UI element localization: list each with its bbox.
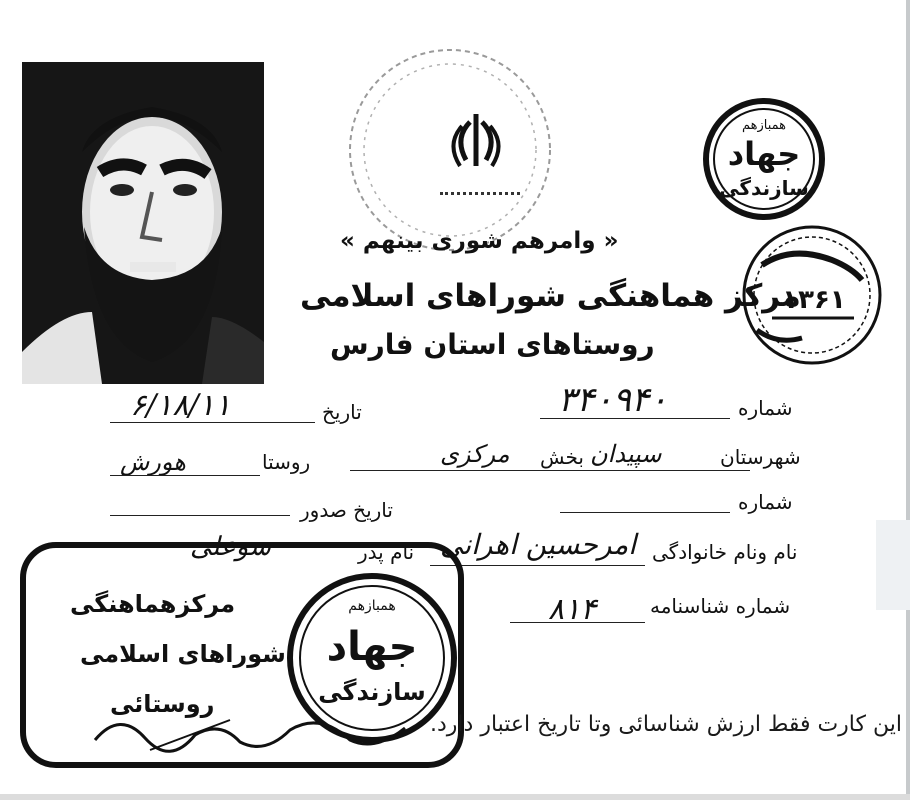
signature — [90, 700, 410, 760]
father-label: نام پدر — [358, 540, 415, 564]
org-line2: روستاهای استان فارس — [330, 328, 655, 361]
id-number-value: ۸۱۴ — [548, 592, 597, 627]
org-line1: مرکز هماهنگی شوراهای اسلامی — [300, 278, 801, 314]
date-label: تاریخ — [322, 400, 362, 424]
jihad-bottom-word: جهاد — [326, 624, 418, 670]
city-line — [350, 470, 750, 471]
village-line — [110, 475, 260, 476]
city-value: سپیدان — [590, 440, 662, 468]
emblem-caption-scribble — [440, 178, 520, 195]
box-stamp-line1: مرکزهماهنگی — [70, 590, 236, 618]
issue-date-line — [110, 515, 290, 516]
scan-edge-bottom — [0, 794, 910, 800]
father-value: سوعلی — [190, 532, 272, 562]
date-value: ۶/۱۸/۱۱ — [130, 388, 231, 423]
city-label: شهرستان — [720, 445, 801, 469]
box-stamp-line2: شوراهای اسلامی — [80, 640, 286, 668]
name-value: امرحسین اهرانی — [440, 528, 637, 561]
id-photo — [22, 62, 264, 384]
emblem-icon — [448, 110, 504, 170]
jihad-bottom-bottom-text: سازندگی — [318, 678, 426, 706]
box-stamp-line3: روستائی — [110, 690, 215, 718]
id-number-label: شماره شناسنامه — [650, 594, 791, 618]
number-label: شماره — [738, 396, 793, 420]
id-number-line — [510, 622, 645, 623]
number2-line — [560, 512, 730, 513]
scan-smudge — [876, 520, 910, 610]
footer-note: این کارت فقط ارزش شناسائی وتا تاریخ اعتبار دارد. — [430, 712, 902, 737]
village-value: هورش — [120, 448, 186, 476]
number-value: ۳۴۰۹۴۰ — [558, 380, 668, 420]
portrait-image — [22, 62, 264, 384]
jihad-top-text: همبازهم — [741, 118, 787, 133]
name-label: نام ونام خانوادگی — [652, 540, 798, 564]
jihad-bottom-text: سازندگی — [719, 176, 809, 200]
number2-label: شماره — [738, 490, 793, 514]
issue-date-label: تاریخ صدور — [300, 498, 393, 522]
motto-text: « وامرهم شوری بینهم » — [340, 228, 619, 254]
scan-edge — [906, 0, 910, 800]
district-label: بخش — [540, 445, 584, 469]
jihad-bottom-top-text: همبازهم — [348, 598, 396, 614]
round-year: ۱۳۶۱ — [782, 285, 846, 315]
jihad-word: جهاد — [727, 135, 801, 173]
name-line — [430, 565, 645, 566]
jihad-stamp-top — [700, 95, 828, 223]
district-value: مرکزی — [440, 440, 510, 468]
village-label: روستا — [262, 450, 311, 474]
